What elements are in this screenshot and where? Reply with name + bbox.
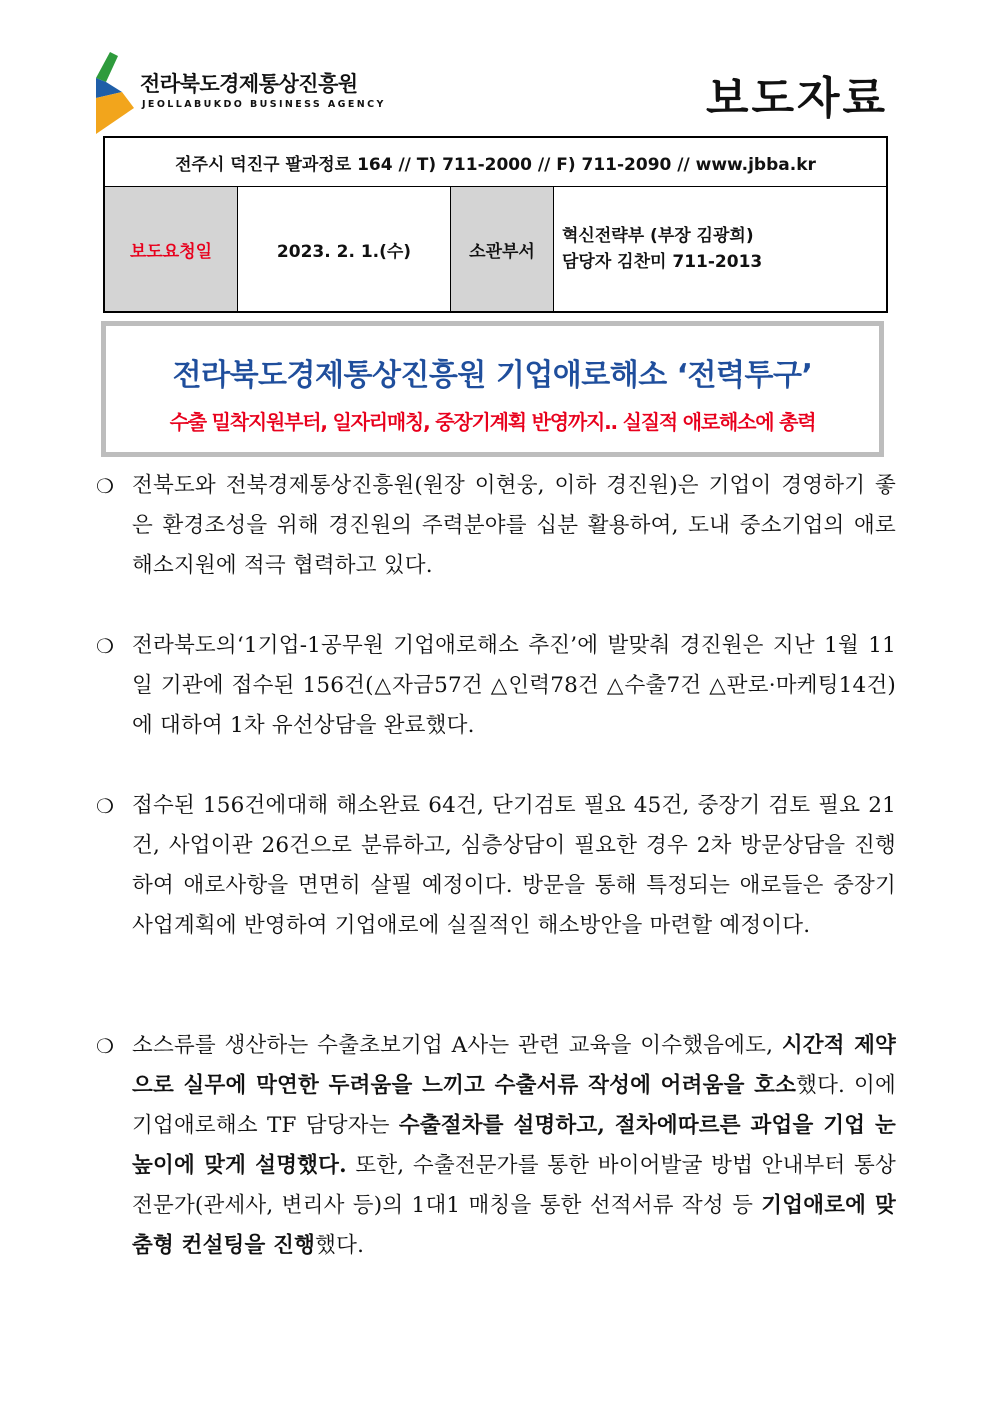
- department-info: [554, 187, 888, 313]
- paragraph-2-text: 전라북도의‘1기업-1공무원 기업애로해소 추진’에 발맞춰 경진원은 지난 1월 11일 기관에 접수된 156건(△자금57건 △인력78건 △수출7건 △판로·마케팅14건)에 대하여 1차 유선상담을 완료했다.: [132, 633, 896, 738]
- bullet-icon: ❍: [96, 474, 114, 498]
- headline-subtitle: 수출 밀착지원부터, 일자리매칭, 중장기계획 반영까지.. 실질적 애로해소에 총력: [169, 410, 816, 434]
- paragraph-4-text: [132, 1026, 896, 1266]
- p4-bold-segment: 기업애로에 맞춤형 컨설팅을 진행: [132, 1193, 896, 1258]
- org-name-en: JEOLLABUKDO BUSINESS AGENCY: [142, 99, 386, 110]
- bullet-icon: ❍: [96, 1034, 114, 1058]
- headline-title: 전라북도경제통상진흥원 기업애로해소 ‘전력투구’: [172, 358, 813, 393]
- department-label: 소관부서: [451, 187, 554, 313]
- paragraph-4: [96, 1026, 896, 1266]
- paragraph-2: [96, 626, 896, 746]
- org-logo: [92, 48, 386, 138]
- headline-box: [101, 321, 884, 457]
- bullet-icon: ❍: [96, 794, 114, 818]
- document-type-title: 보도자료: [705, 73, 888, 124]
- p4-segment: 했다.: [315, 1233, 365, 1258]
- paragraph-3: [96, 786, 896, 946]
- contact-person: 담당자 김찬미 711-2013: [562, 252, 763, 272]
- p4-bold-segment: 수출절차를 설명하고, 절차에따르른 과업을 기업 눈높이에 맞게 설명했다.: [132, 1113, 896, 1178]
- p4-segment: 또한, 수출전문가를 통한 바이어발굴 방법 안내부터 통상전문가(관세사, 변리사 등)의 1대1 매칭을 통한 선적서류 작성 등: [132, 1153, 896, 1218]
- paragraph-3-text: 접수된 156건에대해 해소완료 64건, 단기검토 필요 45건, 중장기 검토 필요 21건, 사업이관 26건으로 분류하고, 심층상담이 필요한 경우 2차 방문상담을 진행하여 애로사항을 면면히 살필 예정이다. 방문을 통해 특정되는 애로들은 중장기 사업계획에 반영하여 기업애로에 실질적인 해소방안을 마련할 예정이다.: [132, 793, 896, 938]
- p4-segment: 소스류를 생산하는 수출초보기업 A사는 관련 교육을 이수했음에도,: [132, 1033, 782, 1058]
- request-date: 2023. 2. 1.(수): [238, 187, 451, 313]
- press-info-table: [103, 136, 888, 313]
- p4-segment: 했다. 이에 기업애로해소 TF 담당자는: [132, 1073, 896, 1138]
- logo-mark-icon: [92, 48, 138, 136]
- p4-bold-segment: 시간적 제약으로 실무에 막연한 두려움을 느끼고 수출서류 작성에 어려움을 호소: [132, 1033, 897, 1098]
- request-date-label: 보도요청일: [104, 187, 238, 313]
- paragraph-1-text: 전북도와 전북경제통상진흥원(원장 이현웅, 이하 경진원)은 기업이 경영하기 좋은 환경조성을 위해 경진원의 주력분야를 십분 활용하여, 도내 중소기업의 애로 해소지원에 적극 협력하고 있다.: [132, 473, 896, 578]
- department-name: 혁신전략부 (부장 김광희): [562, 226, 754, 246]
- paragraph-1: [96, 466, 896, 586]
- contact-address: 전주시 덕진구 팔과정로 164 // T) 711-2000 // F) 711-2090 // www.jbba.kr: [104, 137, 887, 187]
- bullet-icon: ❍: [96, 634, 114, 658]
- org-name-kr: 전라북도경제통상진흥원: [140, 72, 358, 96]
